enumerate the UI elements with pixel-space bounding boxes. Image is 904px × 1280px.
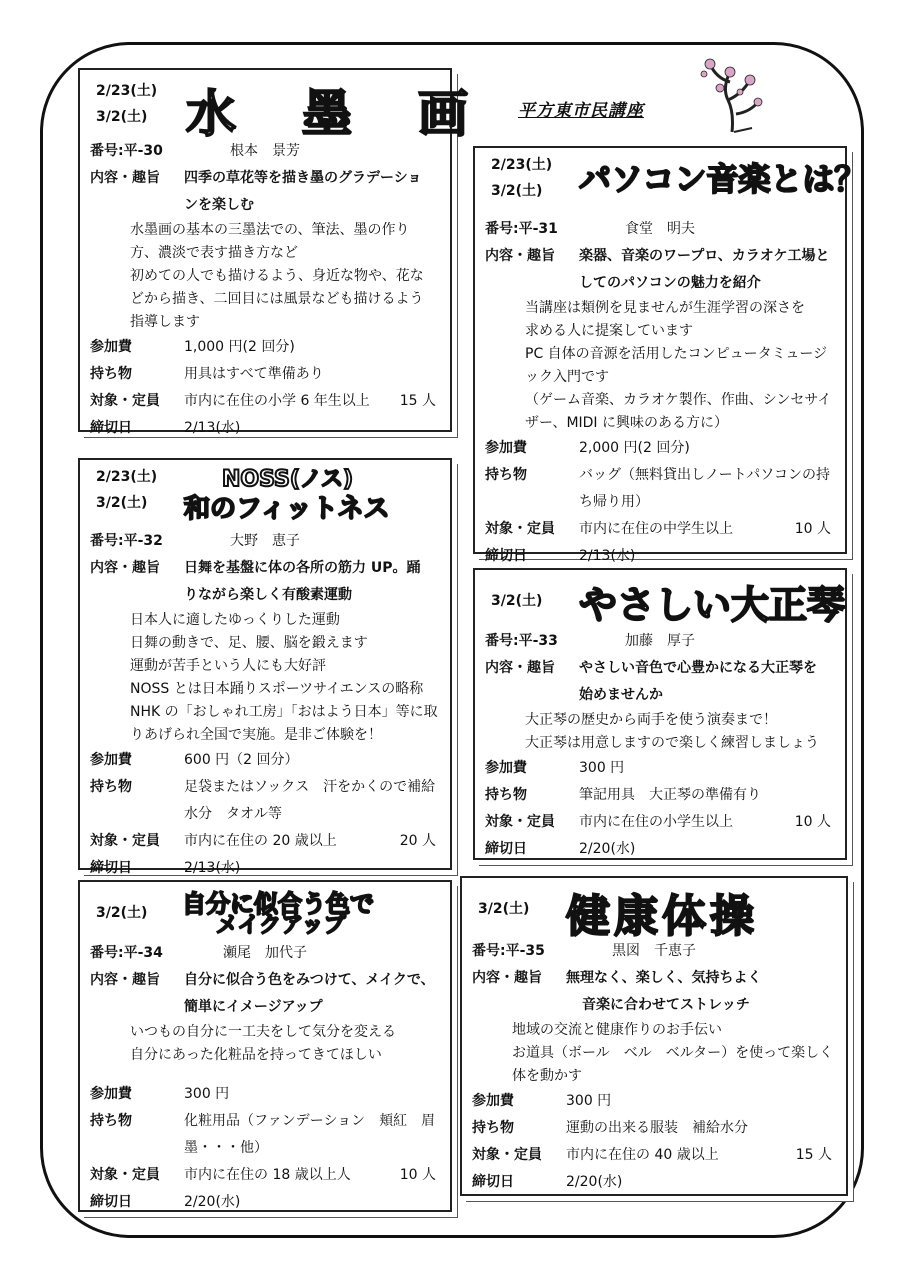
course-date: 3/2(土) xyxy=(491,593,543,609)
purpose-line: 日舞を基盤に体の各所の筋力 UP。踊 xyxy=(184,560,421,576)
purpose-line: 無理なく、楽しく、気持ちよく xyxy=(566,970,762,986)
course-card-health-exercise xyxy=(460,876,848,1196)
description-line: 水墨画の基本の三墨法での、筆法、墨の作り xyxy=(130,222,410,238)
course-date: 3/2(土) xyxy=(96,905,148,921)
description-line: （ゲーム音楽、カラオケ製作、作曲、シンセサイ xyxy=(525,392,832,408)
items-label: 持ち物 xyxy=(90,779,132,795)
items-label: 持ち物 xyxy=(485,787,527,803)
deadline-label: 締切日 xyxy=(90,420,132,436)
deadline-label: 締切日 xyxy=(485,548,527,564)
target-label: 対象・定員 xyxy=(90,833,160,849)
purpose-label: 内容・趣旨 xyxy=(485,248,555,264)
fee: 300 円 xyxy=(579,760,625,776)
instructor: 大野 恵子 xyxy=(230,533,300,549)
course-title: 健康体操 xyxy=(566,891,758,942)
capacity: 15 人 xyxy=(795,1147,832,1163)
number: 番号:平-30 xyxy=(90,143,163,159)
deadline: 2/13(水) xyxy=(184,420,241,436)
deadline: 2/13(水) xyxy=(579,548,636,564)
course-title: 水 墨 画 xyxy=(186,85,476,143)
description-line: 自分にあった化粧品を持ってきてほしい xyxy=(130,1047,382,1063)
deadline-label: 締切日 xyxy=(90,860,132,876)
target-label: 対象・定員 xyxy=(472,1147,542,1163)
fee: 300 円 xyxy=(184,1086,230,1102)
items: ち帰り用） xyxy=(579,494,649,510)
target: 市内に在住の 18 歳以上人 xyxy=(184,1167,351,1183)
course-date: 2/23(土) xyxy=(491,157,553,173)
deadline: 2/20(水) xyxy=(579,841,636,857)
target-label: 対象・定員 xyxy=(485,814,555,830)
purpose-line: 音楽に合わせてストレッチ xyxy=(582,997,750,1013)
capacity: 10 人 xyxy=(399,1167,436,1183)
course-description xyxy=(475,709,845,755)
description-line: ザー、MIDI に興味のある方に） xyxy=(525,415,729,431)
purpose-line: 始めませんか xyxy=(579,687,663,703)
course-title-line: 和のフィットネス xyxy=(184,494,390,524)
items-label: 持ち物 xyxy=(485,467,527,483)
items: 運動の出来る服装 補給水分 xyxy=(566,1120,748,1136)
items-label: 持ち物 xyxy=(472,1120,514,1136)
number: 番号:平-33 xyxy=(485,633,558,649)
course-title: パソコン音楽とは？ xyxy=(579,160,867,198)
target: 市内に在住の小学生以上 xyxy=(579,814,733,830)
description-line: 当講座は類例を見ませんが生涯学習の深さを xyxy=(525,300,805,316)
course-card-pc-music xyxy=(473,146,867,564)
description-line: 日本人に適したゆっくりした運動 xyxy=(130,612,340,628)
course-description xyxy=(80,219,450,334)
course-description xyxy=(80,609,450,747)
instructor: 加藤 厚子 xyxy=(625,633,695,649)
description-line: 指導します xyxy=(130,314,200,330)
course-title: やさしい大正琴 xyxy=(579,583,846,627)
items: 用具はすべて準備あり xyxy=(184,366,324,382)
instructor: 根本 景芳 xyxy=(230,143,300,159)
items-label: 持ち物 xyxy=(90,1113,132,1129)
purpose-label: 内容・趣旨 xyxy=(90,560,160,576)
purpose-line: 簡単にイメージアップ xyxy=(184,999,323,1015)
course-title-line: NOSS(ノス) xyxy=(222,467,354,492)
purpose-label: 内容・趣旨 xyxy=(90,972,160,988)
items: 水分 タオル等 xyxy=(184,806,282,822)
items: 墨・・・他） xyxy=(184,1140,268,1156)
target-label: 対象・定員 xyxy=(485,521,555,537)
target: 市内に在住の 20 歳以上 xyxy=(184,833,337,849)
description-line: NHK の「おしゃれ工房」「おはよう日本」等に取 xyxy=(130,704,438,720)
course-title-line: 自分に似合う色で xyxy=(182,890,374,918)
deadline-label: 締切日 xyxy=(472,1174,514,1190)
capacity: 10 人 xyxy=(794,521,831,537)
course-date: 2/23(土) xyxy=(96,469,158,485)
fee: 300 円 xyxy=(566,1093,612,1109)
purpose-line: 楽器、音楽のワープロ、カラオケ工場と xyxy=(579,248,830,264)
course-description xyxy=(80,1021,450,1081)
course-card-sumie xyxy=(78,68,476,436)
course-date: 3/2(土) xyxy=(478,901,530,917)
deadline-label: 締切日 xyxy=(485,841,527,857)
course-card-noss xyxy=(78,458,452,876)
number: 番号:平-34 xyxy=(90,945,163,961)
description-line: 大正琴の歴史から両手を使う演奏まで！ xyxy=(525,712,777,728)
description-line: NOSS とは日本踊りスポーツサイエンスの略称 xyxy=(130,681,424,697)
fee-label: 参加費 xyxy=(90,1086,132,1102)
instructor: 瀬尾 加代子 xyxy=(223,945,307,961)
description-line: 地域の交流と健康作りのお手伝い xyxy=(512,1022,722,1038)
instructor: 黒図 千恵子 xyxy=(612,943,696,959)
number: 番号:平-32 xyxy=(90,533,163,549)
course-date: 3/2(土) xyxy=(96,495,148,511)
purpose-line: りながら楽しく有酸素運動 xyxy=(184,587,352,603)
series-title: 平方東市民講座 xyxy=(518,101,644,121)
target: 市内に在住の 40 歳以上 xyxy=(566,1147,719,1163)
items: 化粧用品（ファンデーション 頬紅 眉 xyxy=(184,1113,436,1129)
target-label: 対象・定員 xyxy=(90,393,160,409)
course-date: 3/2(土) xyxy=(96,109,148,125)
description-line: いつもの自分に一工夫をして気分を変える xyxy=(130,1024,396,1040)
fee-label: 参加費 xyxy=(485,440,527,456)
items-label: 持ち物 xyxy=(90,366,132,382)
course-date: 2/23(土) xyxy=(96,83,158,99)
capacity: 10 人 xyxy=(794,814,831,830)
description-line: 方、濃淡で表す描き方など xyxy=(130,245,298,261)
target-label: 対象・定員 xyxy=(90,1167,160,1183)
target: 市内に在住の小学 6 年生以上 xyxy=(184,393,370,409)
course-description xyxy=(462,1019,846,1088)
description-line: 体を動かす xyxy=(512,1068,582,1084)
deadline: 2/20(水) xyxy=(566,1174,623,1190)
description-line: 運動が苦手という人にも大好評 xyxy=(130,658,326,674)
description-line: 日舞の動きで、足、腰、脳を鍛えます xyxy=(130,635,368,651)
purpose-label: 内容・趣旨 xyxy=(472,970,542,986)
fee: 1,000 円(2 回分) xyxy=(184,339,295,355)
purpose-label: 内容・趣旨 xyxy=(485,660,555,676)
purpose-line: してのパソコンの魅力を紹介 xyxy=(579,275,761,291)
fee: 2,000 円(2 回分) xyxy=(579,440,690,456)
number: 番号:平-31 xyxy=(485,221,558,237)
course-title-line: メイクアップ xyxy=(216,913,346,938)
deadline: 2/20(水) xyxy=(184,1194,241,1210)
capacity: 15 人 xyxy=(399,393,436,409)
fee-label: 参加費 xyxy=(485,760,527,776)
description-line: どから描き、二回目には風景なども描けるよう xyxy=(130,291,424,307)
description-line: PC 自体の音源を活用したコンピュータミュージ xyxy=(525,346,828,362)
purpose-line: 四季の草花等を描き墨のグラデーショ xyxy=(184,170,422,186)
description-line: 大正琴は用意しますので楽しく練習しましょう xyxy=(525,735,819,751)
fee-label: 参加費 xyxy=(472,1093,514,1109)
course-description xyxy=(475,297,845,435)
purpose-label: 内容・趣旨 xyxy=(90,170,160,186)
description-line: ック入門です xyxy=(525,369,609,385)
description-line: りあげられ全国で実施。是非ご体験を！ xyxy=(130,727,382,743)
target: 市内に在住の中学生以上 xyxy=(579,521,733,537)
fee: 600 円（2 回分） xyxy=(184,752,299,768)
capacity: 20 人 xyxy=(399,833,436,849)
number: 番号:平-35 xyxy=(472,943,545,959)
course-card-taishogoto xyxy=(473,568,847,860)
course-card-makeup xyxy=(78,880,452,1212)
description-line: 求める人に提案しています xyxy=(525,323,693,339)
description-line: お道具（ボール ベル ベルター）を使って楽しく xyxy=(512,1045,834,1061)
plum-blossom-illustration xyxy=(692,52,764,136)
purpose-line: ンを楽しむ xyxy=(184,197,254,213)
course-date: 3/2(土) xyxy=(491,183,543,199)
fee-label: 参加費 xyxy=(90,339,132,355)
items: 筆記用具 大正琴の準備有り xyxy=(579,787,761,803)
items: 足袋またはソックス 汗をかくので補給 xyxy=(184,779,436,795)
description-line: 初めての人でも描けるよう、身近な物や、花な xyxy=(130,268,424,284)
instructor: 食堂 明夫 xyxy=(625,221,695,237)
deadline: 2/13(水) xyxy=(184,860,241,876)
purpose-line: やさしい音色で心豊かになる大正琴を xyxy=(579,660,817,676)
purpose-line: 自分に似合う色をみつけて、メイクで、 xyxy=(184,972,435,988)
deadline-label: 締切日 xyxy=(90,1194,132,1210)
fee-label: 参加費 xyxy=(90,752,132,768)
items: バッグ（無料貸出しノートパソコンの持 xyxy=(579,467,831,483)
